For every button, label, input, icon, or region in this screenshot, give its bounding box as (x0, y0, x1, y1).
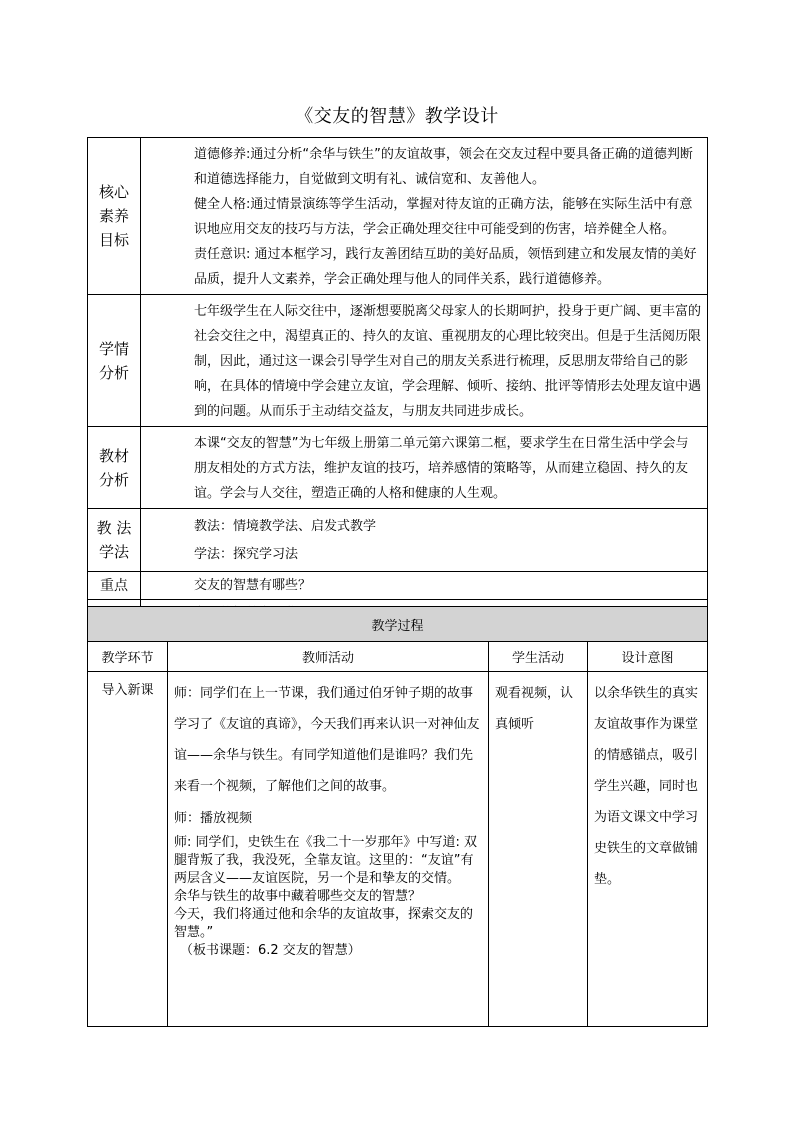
label-line: 学法 (98, 543, 129, 561)
teacher-quote: 师: 同学们，史铁生在《我二十一岁那年》中写道: 双腿背叛了我，我没死，全靠友谊。这里的：“友谊”有两层含义——友谊医院，另一个是和挚友的交情。 (174, 835, 478, 886)
label-key-point: 重点 (88, 572, 141, 600)
learning-method: 学法：探究学习法 (194, 547, 299, 562)
label-methods (88, 509, 141, 572)
label-material-analysis (88, 427, 141, 509)
student-activity-cell: 观看视频，认真倾听 (489, 672, 588, 1027)
label-line: 教 法 (96, 519, 132, 537)
moral-paragraph: 道德修养:通过分析“余华与铁生”的友谊故事，领会在交友过程中要具备正确的道德判断和道德选择能力，自觉做到文明有礼、诚信宽和、友善他人。 (194, 147, 693, 187)
header-teacher: 教师活动 (168, 642, 489, 672)
process-table (87, 606, 708, 1027)
objectives-table (87, 137, 708, 630)
label-line: 分析 (98, 363, 129, 382)
process-header-row (88, 642, 708, 672)
responsibility-paragraph: 责任意识: 通过本框学习，践行友善团结互助的美好品质，领悟到建立和发展友情的美好品质，提升人文素养，学会正确处理与他人的同伴关系，践行道德修养。 (194, 247, 697, 287)
teacher-question: 余华与铁生的故事中藏着哪些交友的智慧？ (174, 889, 422, 904)
teaching-method: 教法：情境教学法、启发式教学 (194, 519, 377, 534)
header-stage: 教学环节 (88, 642, 168, 672)
process-row (88, 672, 708, 1027)
material-analysis-text: 本课“交友的智慧”为七年级上册第二单元第六课第二框，要求学生在日常生活中学会与朋友相处的方式方法，维护友谊的技巧，培养感情的策略等，从而建立稳固、持久的友谊。学会与人交往，塑造正确的人格和健康的人生观。 (141, 427, 708, 509)
header-student: 学生活动 (489, 642, 588, 672)
header-intent: 设计意图 (588, 642, 708, 672)
methods-content (141, 509, 708, 572)
label-core-literacy (88, 138, 141, 295)
teacher-play-video: 师：播放视频 (174, 811, 253, 826)
label-line: 素养 (98, 207, 129, 225)
personality-paragraph: 健全人格:通过情景演练等学生活动，掌握对待友谊的正确方法，能够在实际生活中有意识地应用交友的技巧与方法，学会正确处理交往中可能受到的伤害，培养健全人格。 (194, 197, 693, 237)
board-title: （板书课题：6.2 交友的智慧） (180, 943, 361, 958)
teacher-activity-cell (168, 672, 489, 1027)
process-title-row (88, 607, 708, 642)
row-core-literacy (88, 138, 708, 295)
row-material-analysis (88, 427, 708, 509)
process-title: 教学过程 (88, 607, 708, 642)
label-student-analysis (88, 295, 141, 427)
label-line: 学情 (98, 339, 129, 358)
teacher-intro: 师：同学们在上一节课，我们通过伯牙钟子期的故事学习了《友谊的真谛》，今天我们再来认识一对神仙友谊——余华与铁生。有同学知道他们是谁吗？我们先来看一个视频，了解他们之间的故事。 (174, 686, 480, 794)
page-title: 《交友的智慧》教学设计 (295, 106, 499, 127)
teacher-explore: 今天，我们将通过他和余华的友谊故事，探索交友的智慧。” (174, 907, 474, 940)
label-line: 核心 (98, 183, 129, 201)
label-line: 教材 (98, 446, 129, 465)
row-student-analysis (88, 295, 708, 427)
row-key-point (88, 572, 708, 600)
student-analysis-text: 七年级学生在人际交往中，逐渐想要脱离父母家人的长期呵护，投身于更广阔、更丰富的社会交往之中，渴望真正的、持久的友谊、重视朋友的心理比较突出。但是于生活阅历限制，因此，通过这一课会引导学生对自己的朋友关系进行梳理，反思朋友带给自己的影响，在具体的情境中学会建立友谊，学会理解、倾听、接纳、批评等情形去处理友谊中遇到的问题。从而乐于主动结交益友，与朋友共同进步成长。 (141, 295, 708, 427)
label-line: 目标 (98, 231, 129, 249)
label-line: 分析 (98, 470, 129, 489)
row-methods (88, 509, 708, 572)
key-point-text: 交友的智慧有哪些？ (141, 572, 708, 600)
design-intent-cell: 以余华铁生的真实友谊故事作为课堂的情感锚点，吸引学生兴趣，同时也为语文课文中学习史铁生的文章做铺垫。 (588, 672, 708, 1027)
core-literacy-content (141, 138, 708, 295)
stage-cell: 导入新课 (88, 672, 168, 1027)
